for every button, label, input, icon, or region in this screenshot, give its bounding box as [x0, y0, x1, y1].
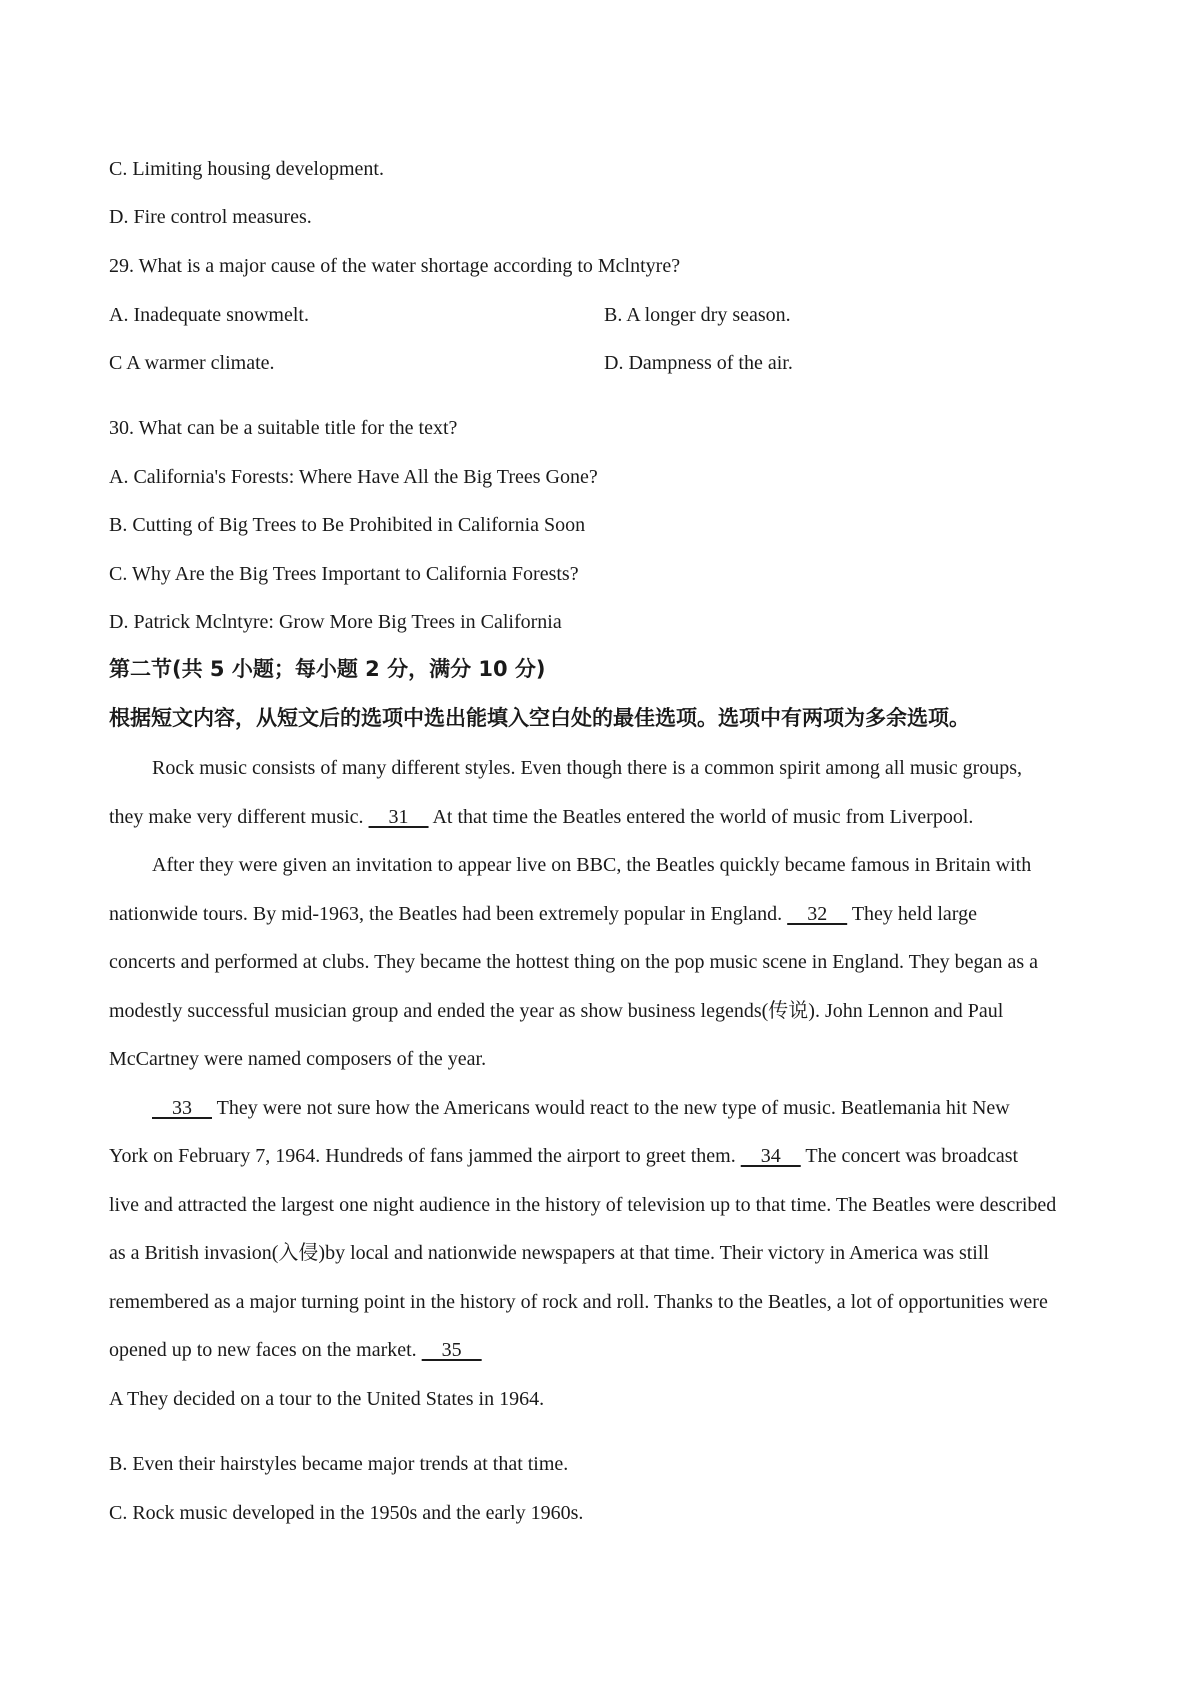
passage-p3-line5: remembered as a major turning point in the history of rock and roll. Thanks to the Beatles, a lot of opportunities were [109, 1291, 1048, 1313]
passage-text: opened up to new faces on the market. [109, 1339, 422, 1361]
q30-option-a: A. California's Forests: Where Have All the Big Trees Gone? [109, 466, 598, 488]
q29-option-c: C A warmer climate. [109, 352, 275, 374]
q30-option-d: D. Patrick Mclntyre: Grow More Big Trees in California [109, 611, 562, 633]
passage-text: At that time the Beatles entered the world of music from Liverpool. [428, 806, 974, 828]
q29-option-d: D. Dampness of the air. [604, 352, 793, 374]
passage-text: nationwide tours. By mid-1963, the Beatles had been extremely popular in England. [109, 903, 788, 925]
q30-option-c: C. Why Are the Big Trees Important to California Forests? [109, 563, 579, 585]
passage-p3-line4: as a British invasion(入侵)by local and nationwide newspapers at that time. Their victory in America was still [109, 1242, 989, 1264]
section2-title: 第二节(共 5 小题；每小题 2 分，满分 10 分) [109, 657, 546, 681]
q30-option-b: B. Cutting of Big Trees to Be Prohibited in California Soon [109, 514, 586, 536]
q28-option-d: D. Fire control measures. [109, 206, 312, 228]
passage-p2-line1: After they were given an invitation to appear live on BBC, the Beatles quickly became famous in Britain with [152, 854, 1032, 876]
option-c: C. Rock music developed in the 1950s and the early 1960s. [109, 1502, 584, 1524]
q29-option-b: B. A longer dry season. [604, 304, 791, 326]
q28-option-c: C. Limiting housing development. [109, 158, 384, 180]
passage-text: They were not sure how the Americans would react to the new type of music. Beatlemania hit New [212, 1097, 1010, 1119]
passage-text: The concert was broadcast [800, 1145, 1019, 1167]
q29-stem: 29. What is a major cause of the water shortage according to Mclntyre? [109, 255, 681, 277]
passage-p3-line6 [109, 1340, 482, 1360]
passage-p2-line5: McCartney were named composers of the year. [109, 1048, 487, 1070]
passage-p2-line3: concerts and performed at clubs. They became the hottest thing on the pop music scene in England. They began as a [109, 951, 1038, 973]
passage-p2-line4: modestly successful musician group and ended the year as show business legends(传说). John Lennon and Paul [109, 1000, 1004, 1022]
blank-32: 32 [787, 903, 848, 925]
passage-p3-line3: live and attracted the largest one night audience in the history of television up to that time. The Beatles were described [109, 1194, 1057, 1216]
passage-p3-line2 [109, 1146, 1018, 1166]
passage-text: they make very different music. [109, 806, 369, 828]
blank-34: 34 [740, 1145, 801, 1167]
blank-35: 35 [421, 1339, 482, 1361]
option-a: A They decided on a tour to the United States in 1964. [109, 1388, 545, 1410]
section2-instruction: 根据短文内容，从短文后的选项中选出能填入空白处的最佳选项。选项中有两项为多余选项。 [109, 706, 970, 730]
option-b: B. Even their hairstyles became major trends at that time. [109, 1453, 569, 1475]
passage-text: York on February 7, 1964. Hundreds of fans jammed the airport to greet them. [109, 1145, 741, 1167]
q30-stem: 30. What can be a suitable title for the text? [109, 417, 458, 439]
passage-p1-line2 [109, 807, 973, 827]
passage-p2-line2 [109, 904, 977, 924]
blank-33: 33 [152, 1097, 212, 1119]
passage-p3-line1 [152, 1098, 1010, 1118]
passage-p1-line1: Rock music consists of many different styles. Even though there is a common spirit among all music groups, [152, 757, 1023, 779]
passage-text: They held large [847, 903, 977, 925]
q29-option-a: A. Inadequate snowmelt. [109, 304, 309, 326]
blank-31: 31 [368, 806, 429, 828]
